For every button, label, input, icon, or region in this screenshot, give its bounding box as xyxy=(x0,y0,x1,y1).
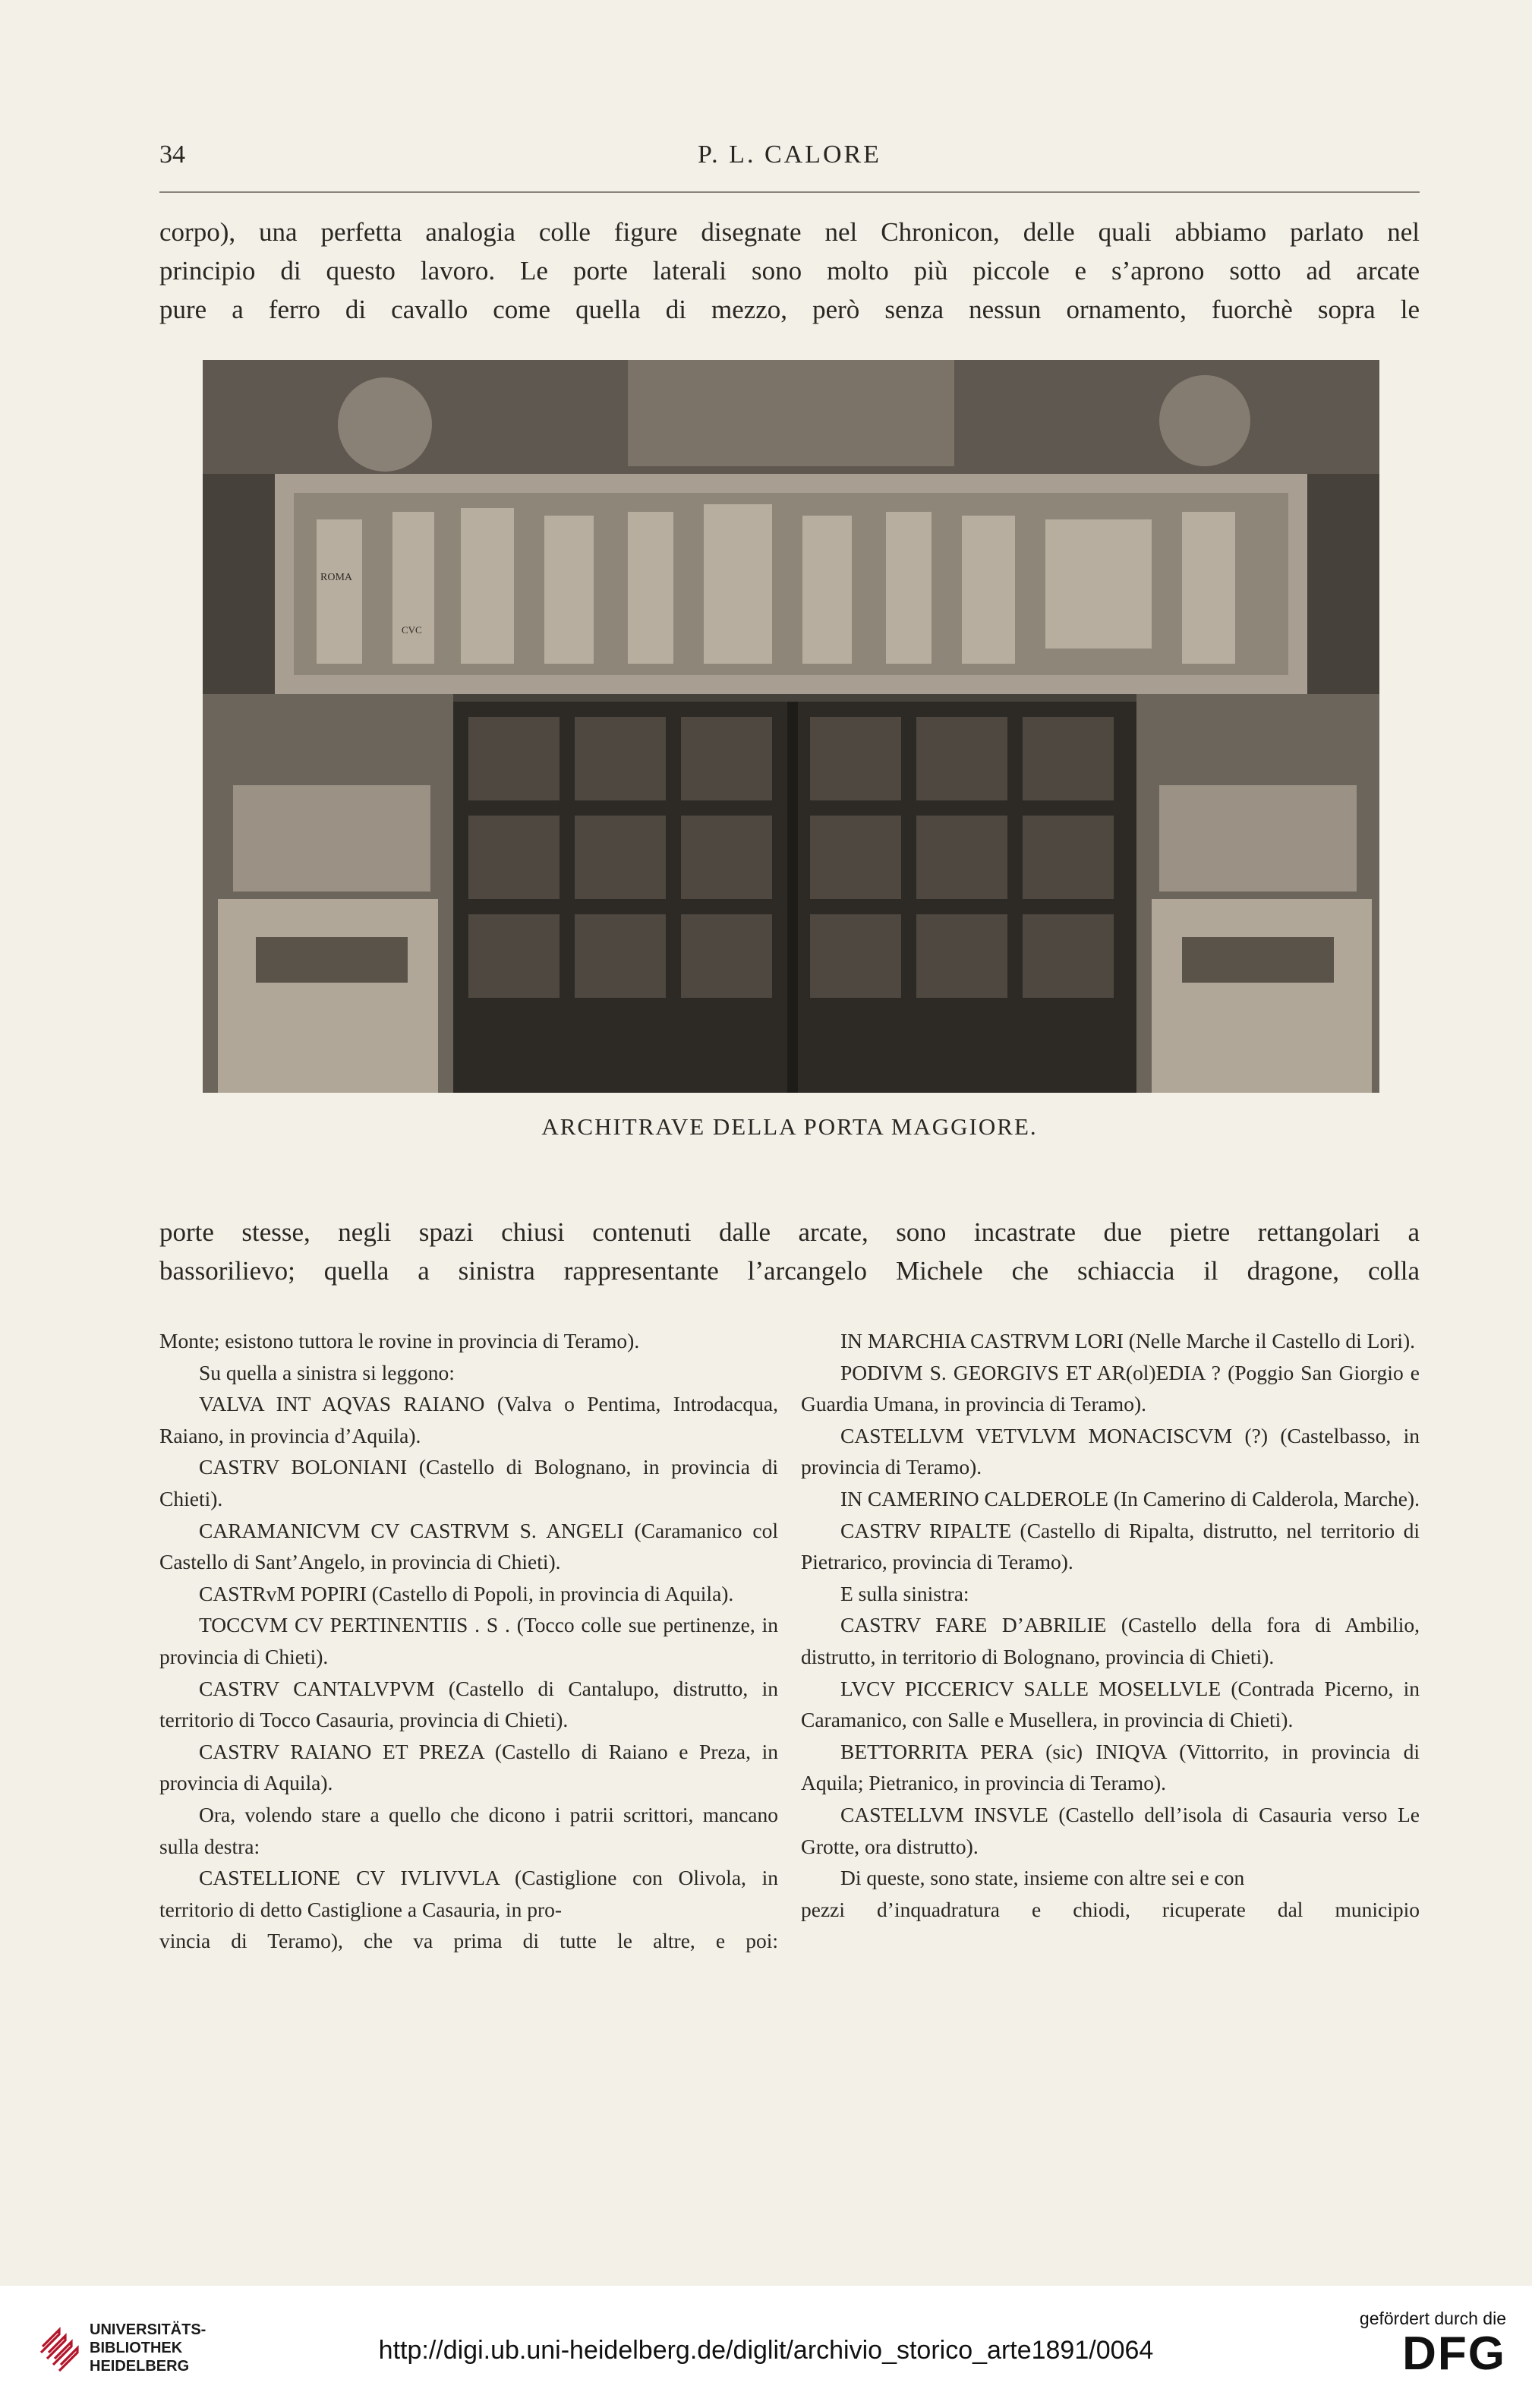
funder-block xyxy=(1360,2309,1506,2379)
footnote-entry: vincia di Teramo), che va prima di tutte le altre, e poi: xyxy=(159,1929,778,1953)
footnote-entry: Monte; esistono tuttora le rovine in provincia di Teramo). xyxy=(159,1329,640,1352)
page-header xyxy=(159,140,1420,178)
footnote-entry: Su quella a sinistra si leggono: xyxy=(199,1360,455,1384)
page-number: 34 xyxy=(159,140,185,169)
footnote-entry: CASTELLVM INSVLE (Castello dell’isola di Casauria verso Le Grotte, ora distrutto). xyxy=(801,1802,1420,1858)
library-name-line: BIBLIOTHEK xyxy=(90,2340,183,2356)
footnote-entry: CASTRV RIPALTE (Castello di Ripalta, distrutto, nel territorio di Pietrarico, provincia di Teramo). xyxy=(801,1518,1420,1574)
footnote-entry: VALVA INT AQVAS RAIANO (Valva o Pentima, Introdacqua, Raiano, in provincia d’Aquila). xyxy=(159,1392,778,1447)
footnote-entry: CASTELLVM VETVLVM MONACISCVM (?) (Castelbasso, in provincia di Teramo). xyxy=(801,1423,1420,1479)
footnote-entry: CASTRV BOLONIANI (Castello di Bolognano, in provincia di Chieti). xyxy=(159,1455,778,1510)
footnote-entry: Di queste, sono state, insieme con altre sei e con xyxy=(840,1866,1245,1890)
footnote-entry: TOCCVM CV PERTINENTIIS . S . (Tocco colle sue pertinenze, in provincia di Chieti). xyxy=(159,1613,778,1668)
continuation-paragraph xyxy=(159,1213,1420,1290)
footnote-entry: CASTRV CANTALVPVM (Castello di Cantalupo, distrutto, in territorio di Tocco Casauria, provincia di Chieti). xyxy=(159,1676,778,1732)
footnotes-right-column xyxy=(801,1325,1420,1925)
footnote-entry: PODIVM S. GEORGIVS ET AR(ol)EDIA ? (Poggio San Giorgio e Guardia Umana, in provincia di Teramo). xyxy=(801,1360,1420,1416)
running-title: P. L. CALORE xyxy=(698,140,881,169)
footnote-entry: pezzi d’inquadratura e chiodi, ricuperate dal municipio xyxy=(801,1897,1420,1921)
footnote-entry: E sulla sinistra: xyxy=(840,1581,969,1605)
footnote-entry: IN MARCHIA CASTRVM LORI (Nelle Marche il Castello di Lori). xyxy=(840,1329,1416,1352)
intro-paragraph xyxy=(159,213,1420,329)
funder-label: gefördert durch die xyxy=(1359,2309,1506,2328)
footnote-entry: CASTELLIONE CV IVLIVVLA (Castiglione con Olivola, in territorio di detto Castiglione a Casauria, in pro- xyxy=(159,1866,778,1921)
footnote-entry: LVCV PICCERICV SALLE MOSELLVLE (Contrada Picerno, in Caramanico, con Salle e Musellera, in provincia di Chieti). xyxy=(801,1676,1420,1732)
footnote-entry: IN CAMERINO CALDEROLE (In Camerino di Calderola, Marche). xyxy=(840,1486,1420,1510)
footnote-entry: CASTRvM POPIRI (Castello di Popoli, in provincia di Aquila). xyxy=(199,1581,734,1605)
footnote-entry: Ora, volendo stare a quello che dicono i patrii scrittori, mancano sulla destra: xyxy=(159,1802,778,1858)
text-line: principio di questo lavoro. Le porte laterali sono molto più piccole e s’aprono sotto ad arcate xyxy=(159,256,1420,286)
figure-caption: ARCHITRAVE DELLA PORTA MAGGIORE. xyxy=(541,1113,1038,1140)
relief-inscription: ROMA xyxy=(320,572,353,583)
library-name-line: UNIVERSITÄTS- xyxy=(90,2321,206,2338)
header-rule xyxy=(159,191,1420,193)
footnote-entry: CASTRV FARE D’ABRILIE (Castello della fora di Ambilio, distrutto, in territorio di Bolognano, provincia di Chieti). xyxy=(801,1613,1420,1668)
footnote-entry: CARAMANICVM CV CASTRVM S. ANGELI (Caramanico col Castello di Sant’Angelo, in provincia di Chieti). xyxy=(159,1518,778,1574)
library-name-line: HEIDELBERG xyxy=(90,2358,190,2375)
footnotes-left-column xyxy=(159,1325,778,1957)
dfg-logo: DFG xyxy=(1402,2328,1506,2380)
source-url-link[interactable]: http://digi.ub.uni-heidelberg.de/diglit/archivio_storico_arte1891/0064 xyxy=(378,2336,1154,2365)
footnote-entry: CASTRV RAIANO ET PREZA (Castello di Raiano e Preza, in provincia di Aquila). xyxy=(159,1739,778,1795)
architrave-photograph xyxy=(203,360,1379,1093)
text-line: pure a ferro di cavallo come quella di mezzo, però senza nessun ornamento, fuorchè sopra le xyxy=(159,295,1420,324)
text-line: corpo), una perfetta analogia colle figure disegnate nel Chronicon, delle quali abbiamo parlato nel xyxy=(159,217,1420,247)
relief-inscription: CVC xyxy=(402,624,422,636)
digitization-footer xyxy=(0,2286,1532,2408)
footnote-entry: BETTORRITA PERA (sic) INIQVA (Vittorrito, in provincia di Aquila; Pietranico, in provincia di Teramo). xyxy=(801,1739,1420,1795)
text-line: bassorilievo; quella a sinistra rappresentante l’arcangelo Michele che schiaccia il dragone, colla xyxy=(159,1256,1420,1286)
text-line: porte stesse, negli spazi chiusi contenuti dalle arcate, sono incastrate due pietre rettangolari a xyxy=(159,1217,1420,1247)
